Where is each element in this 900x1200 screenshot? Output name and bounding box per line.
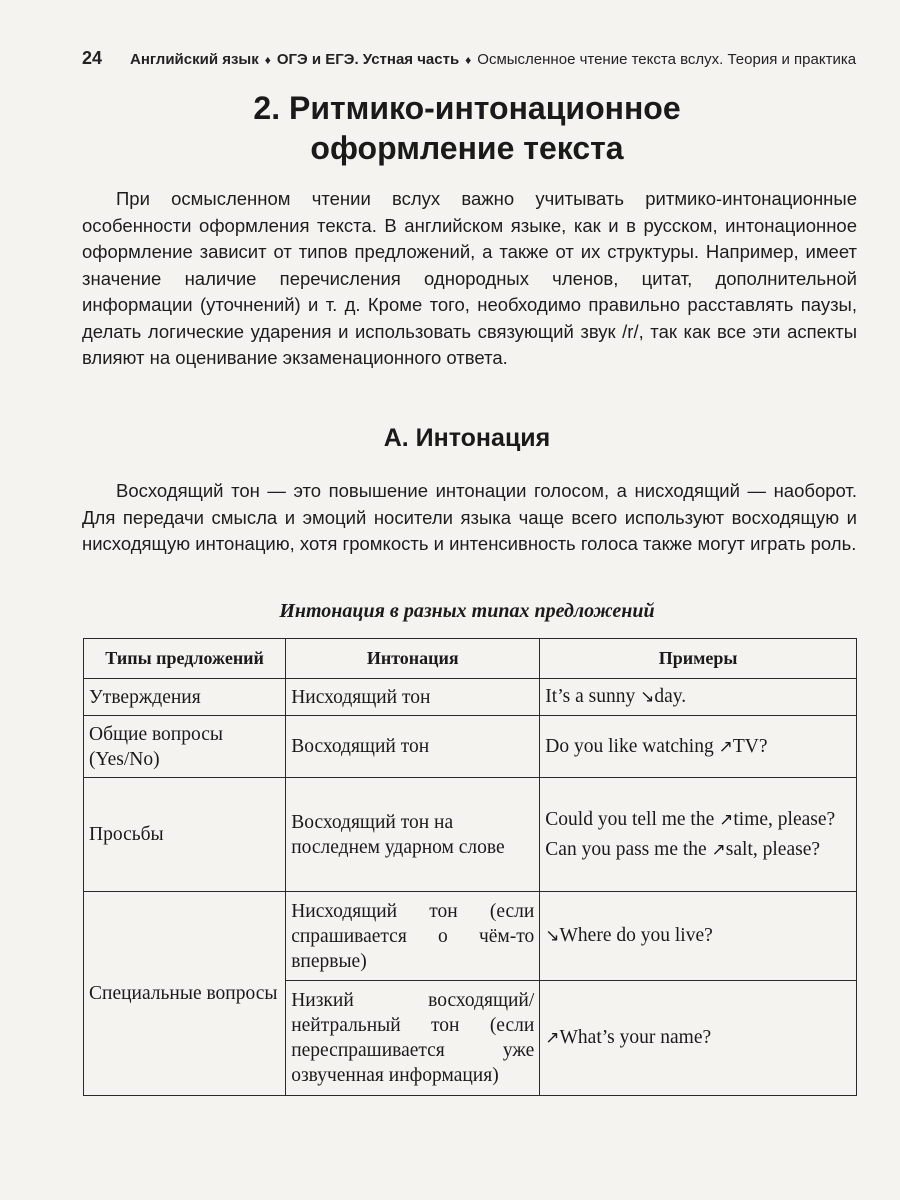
example-text: day. [654,686,687,707]
intro-paragraph-text: При осмысленном чтении вслух важно учитывать ритмико-интонационные особенности оформления текста. В английском языке, как и в русском, интонационное оформление зависит от типов предложений, а также от их структуры. Например, имеет значение наличие перечисления однородных членов, цитат, дополнительной информации (уточнений) и т. д. Кроме того, необходимо правильно расставлять паузы, делать логические ударения и использовать связующий звук /r/, так как все эти аспекты влияют на оценивание экзаменационного ответа. [82,188,857,368]
falling-arrow-icon: ↘ [640,687,655,707]
section-title-line2: оформление текста [310,130,624,166]
table-row [84,716,857,778]
cell-intonation: Восходящий тон на последнем ударном слове [286,778,540,892]
header-exam: ОГЭ и ЕГЭ. Устная часть [276,51,460,68]
cell-type: Утверждения [84,679,286,716]
intonation-table [83,638,857,1096]
table-row [84,778,857,892]
cell-intonation: Нисходящий тон [286,679,540,716]
example-text: Can you pass me the [545,838,712,860]
subsection-paragraph [82,478,857,558]
cell-example [540,716,857,778]
header-cell-types: Типы предложений [84,639,286,679]
example-text: time, please? [733,808,836,830]
cell-example [540,679,857,716]
cell-type: Просьбы [84,778,286,892]
header-subject: Английский язык [130,51,259,68]
header-cell-intonation: Интонация [286,639,540,679]
example-text: Do you like watching [545,735,719,757]
header-book-title: Осмысленное чтение текста вслух. Теория и практика [477,51,857,68]
page-number: 24 [82,48,103,68]
rising-arrow-icon: ↗ [711,839,726,860]
falling-arrow-icon: ↘ [545,926,560,946]
subsection-paragraph-text: Восходящий тон — это повышение интонации голосом, а нисходящий — наоборот. Для передачи смысла и эмоций носители языка чаще всего используют восходящую и нисходящую интонацию, хотя громкость и интенсивность голоса также могут играть роль. [82,480,857,554]
running-header [82,48,862,69]
section-title [82,88,852,168]
intro-paragraph [82,186,857,372]
example-text: salt, please? [725,838,821,860]
table-row [84,892,857,981]
subsection-title: А. Интонация [383,424,551,452]
cell-example [540,981,857,1096]
cell-type: Общие вопросы (Yes/No) [84,716,286,778]
cell-example [540,778,857,892]
table-row [84,679,857,716]
rising-arrow-icon: ↗ [545,1028,560,1048]
cell-example [540,892,857,981]
example-text: Where do you live? [559,925,713,946]
example-text: What’s your name? [559,1027,712,1048]
header-separator: ♦ [465,53,472,67]
cell-type: Специальные вопросы [84,892,286,1096]
section-title-line1: 2. Ритмико-интонационное [253,90,681,126]
example-text: Could you tell me the [545,808,720,830]
table-header-row [84,639,857,679]
example-text: TV? [732,735,768,757]
cell-intonation: Восходящий тон [286,716,540,778]
rising-arrow-icon: ↗ [719,809,734,830]
cell-intonation: Нисходящий тон (если спрашивается о чём-то впервые) [286,892,540,981]
example-text: It’s a sunny [545,686,641,707]
example-line [545,807,851,833]
rising-arrow-icon: ↗ [718,736,733,757]
header-separator: ♦ [264,53,271,67]
header-cell-examples: Примеры [540,639,857,679]
example-line [545,837,851,863]
cell-intonation: Низкий восходящий/ нейтральный тон (если переспрашивается уже озвученная информация) [286,981,540,1096]
table-caption: Интонация в разных типах предложений [279,600,655,622]
